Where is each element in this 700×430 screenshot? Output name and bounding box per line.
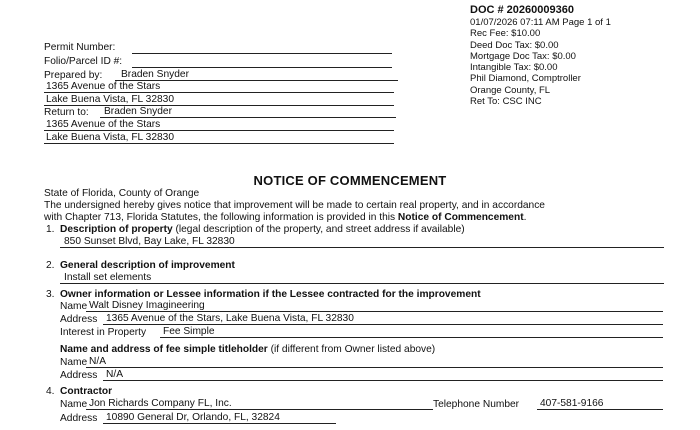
fee-address-label: Address xyxy=(60,370,98,381)
item-2-label: General description of improvement xyxy=(60,260,235,271)
recording-date: 01/07/2026 07:11 AM Page 1 of 1 xyxy=(470,17,611,28)
contractor-name-label: Name xyxy=(60,399,88,410)
intangible-tax: Intangible Tax: $0.00 xyxy=(470,62,558,74)
return-to-name: Braden Snyder xyxy=(100,106,396,118)
intro-line-2 xyxy=(44,212,526,224)
ret-to: Ret To: CSC INC xyxy=(470,96,542,108)
fee-address-field: N/A xyxy=(103,369,663,381)
deed-doc-tax: Deed Doc Tax: $0.00 xyxy=(470,39,559,51)
item-1-number: 1. xyxy=(46,224,55,235)
interest-label: Interest in Property xyxy=(60,327,147,338)
state-county-line: State of Florida, County of Orange xyxy=(44,188,200,199)
prepared-by-address-2: Lake Buena Vista, FL 32830 xyxy=(44,94,394,106)
county: Orange County, FL xyxy=(470,84,551,96)
item-4-number: 4. xyxy=(46,386,55,397)
property-description-field: 850 Sunset Blvd, Bay Lake, FL 32830 xyxy=(60,236,664,248)
interest-field: Fee Simple xyxy=(160,326,663,338)
folio-label: Folio/Parcel ID #: xyxy=(44,56,123,67)
intro-line-2-text: with Chapter 713, Florida Statutes, the following information is provided in this xyxy=(44,212,398,223)
improvement-description-field: Install set elements xyxy=(60,272,664,284)
owner-name-label: Name xyxy=(60,301,88,312)
intro-line-2-bold: Notice of Commencement xyxy=(397,212,524,223)
document-title: NOTICE OF COMMENCEMENT xyxy=(253,173,447,188)
fee-simple-note: (if different from Owner listed above) xyxy=(267,344,436,355)
intro-line-2-end: . xyxy=(523,212,527,223)
prepared-by-address-1: 1365 Avenue of the Stars xyxy=(44,81,394,93)
rec-fee: Rec Fee: $10.00 xyxy=(470,28,541,40)
contractor-address-field: 10890 General Dr, Orlando, FL, 32824 xyxy=(103,412,336,424)
fee-name-label: Name xyxy=(60,357,88,368)
folio-line xyxy=(132,67,392,68)
owner-address-label: Address xyxy=(60,314,98,325)
item-1-heading xyxy=(60,224,465,236)
contractor-address-label: Address xyxy=(60,413,98,424)
mortgage-doc-tax: Mortgage Doc Tax: $0.00 xyxy=(470,50,576,62)
telephone-label: Telephone Number xyxy=(433,399,520,410)
item-2-number: 2. xyxy=(46,260,55,271)
telephone-field: 407-581-9166 xyxy=(537,398,663,410)
item-3-label: Owner information or Lessee information if the Lessee contracted for the improvement xyxy=(60,289,481,300)
recording-stamp xyxy=(470,4,611,107)
return-to-address-1: 1365 Avenue of the Stars xyxy=(44,119,394,131)
doc-number: DOC # 20260009360 xyxy=(470,4,574,16)
prepared-by-label: Prepared by: xyxy=(44,70,103,81)
fee-name-field: N/A xyxy=(86,356,663,368)
prepared-by-name: Braden Snyder xyxy=(115,69,398,81)
item-1-label: Description of property xyxy=(60,224,173,235)
contractor-name-field: Jon Richards Company FL, Inc. xyxy=(86,398,433,410)
owner-address-field: 1365 Avenue of the Stars, Lake Buena Vista, FL 32830 xyxy=(103,313,663,325)
return-to-address-2: Lake Buena Vista, FL 32830 xyxy=(44,132,394,144)
item-3-number: 3. xyxy=(46,289,55,300)
fee-simple-heading xyxy=(60,344,435,356)
return-to-label: Return to: xyxy=(44,107,89,118)
item-1-note: (legal description of the property, and street address if available) xyxy=(172,224,465,235)
permit-number-line xyxy=(132,53,392,54)
item-4-label: Contractor xyxy=(60,386,113,397)
intro-line-1: The undersigned hereby gives notice that improvement will be made to certain real property, and in accordance xyxy=(44,200,545,211)
owner-name-field: Walt Disney Imagineering xyxy=(86,300,663,312)
comptroller: Phil Diamond, Comptroller xyxy=(470,73,581,85)
fee-simple-label: Name and address of fee simple titleholder xyxy=(60,344,268,355)
permit-number-label: Permit Number: xyxy=(44,42,116,53)
